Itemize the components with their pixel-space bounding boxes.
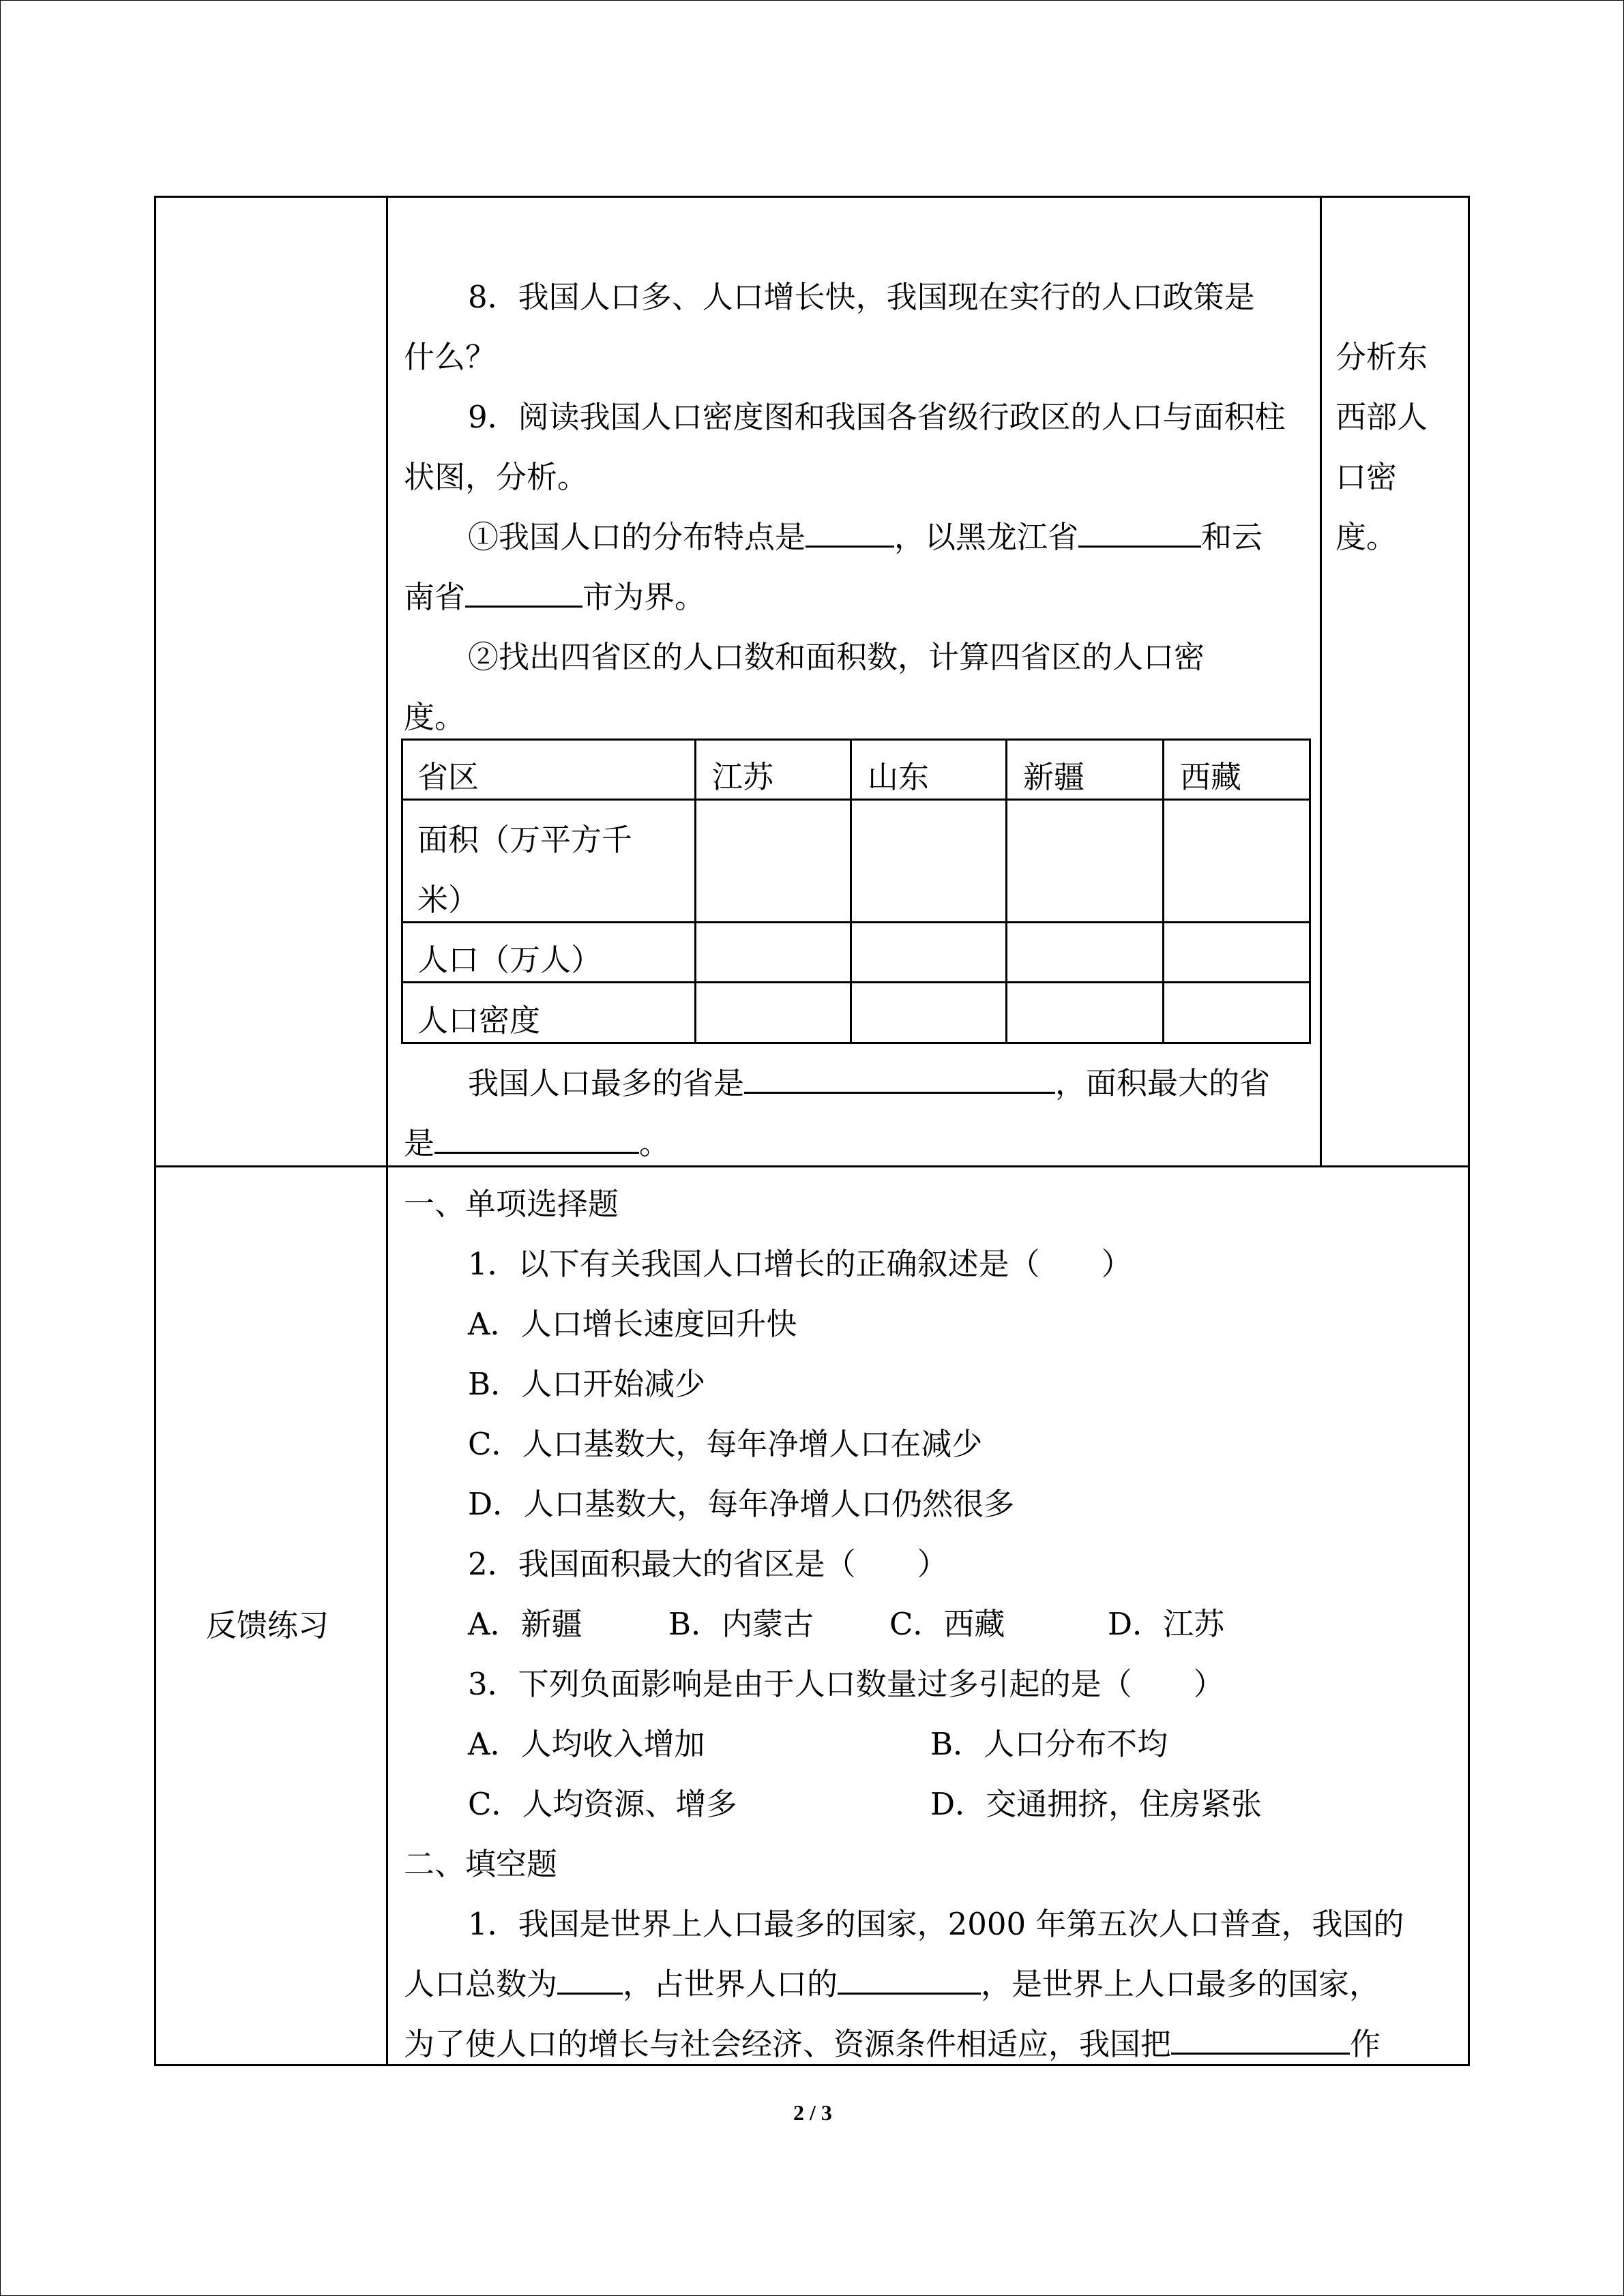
fill-1-line1: 1．我国是世界上人口最多的国家，2000 年第五次人口普查，我国的	[468, 1906, 1404, 1942]
option-1d: D．人口基数大，每年净增人口仍然很多	[468, 1486, 1015, 1522]
header-province: 省区	[417, 759, 479, 795]
note-line: 西部人	[1335, 399, 1428, 435]
q8-line1: 8．我国人口多、人口增长快，我国现在实行的人口政策是	[468, 279, 1255, 315]
section-heading-1: 一、单项选择题	[404, 1186, 619, 1222]
q9b-line1: ②找出四省区的人口数和面积数，计算四省区的人口密	[468, 639, 1205, 675]
table-left-border	[154, 196, 156, 2066]
question-3: 3．下列负面影响是由于人口数量过多引起的是（ ）	[468, 1666, 1224, 1702]
most2-text-2: 。	[639, 1125, 670, 1161]
option-3b: B．人口分布不均	[930, 1726, 1168, 1762]
note-line: 口密	[1335, 459, 1398, 495]
col-divider-2	[1320, 196, 1322, 1167]
row-label-area-2: 米）	[417, 882, 479, 918]
header-jiangsu: 江苏	[712, 759, 774, 795]
inner-col-line	[401, 739, 403, 1044]
most-line1	[468, 1054, 1270, 1114]
row-label-population: 人口（万人）	[417, 942, 602, 978]
most-text-1: 我国人口最多的省是	[468, 1065, 745, 1101]
option-2a: A．新疆	[468, 1606, 582, 1642]
q9a-line1	[468, 507, 1263, 567]
q8-line2: 什么？	[404, 339, 497, 375]
option-2d: D．江苏	[1108, 1606, 1225, 1642]
most-line2	[404, 1114, 670, 1174]
option-2c: C．西藏	[889, 1606, 1005, 1642]
f1-text-4: 为了使人口的增长与社会经济、资源条件相适应，我国把	[404, 2026, 1172, 2062]
q9a-text-3: 和云	[1201, 519, 1263, 555]
option-1c: C．人口基数大，每年净增人口在减少	[468, 1426, 983, 1462]
answer-blank[interactable]	[744, 1062, 1055, 1094]
header-xizang: 西藏	[1180, 759, 1242, 795]
q9a2-text-1: 南省	[404, 579, 466, 615]
answer-blank[interactable]	[838, 1963, 981, 1995]
note-line: 分析东	[1335, 339, 1428, 375]
option-1a: A．人口增长速度回升快	[468, 1306, 797, 1342]
answer-blank[interactable]	[1078, 516, 1201, 548]
header-xinjiang: 新疆	[1023, 759, 1085, 795]
answer-blank[interactable]	[806, 516, 894, 548]
page-number: 2 / 3	[793, 2100, 832, 2125]
f1-text-5: 作	[1350, 2026, 1381, 2062]
inner-col-line	[1162, 739, 1164, 1044]
inner-col-line	[1005, 739, 1007, 1044]
q9a-line2	[404, 567, 705, 627]
header-shandong: 山东	[868, 759, 930, 795]
question-1: 1．以下有关我国人口增长的正确叙述是（ ）	[468, 1246, 1132, 1282]
f1-text-2: ，占世界人口的	[623, 1966, 838, 2002]
q9-line2: 状图，分析。	[404, 459, 589, 495]
table-right-border	[1468, 196, 1470, 2066]
inner-row-line	[401, 981, 1311, 983]
row-label-density: 人口密度	[417, 1002, 541, 1039]
lesson-table	[154, 196, 1470, 2066]
question-2: 2．我国面积最大的省区是（ ）	[468, 1546, 948, 1582]
answer-blank[interactable]	[1171, 2023, 1350, 2055]
inner-row-line	[401, 921, 1311, 923]
table-top-border	[154, 196, 1470, 198]
q9a2-text-2: 市为界。	[582, 579, 706, 615]
option-2b: B．内蒙古	[668, 1606, 814, 1642]
row-label-area-1: 面积（万平方千	[417, 822, 633, 858]
most2-text-1: 是	[404, 1125, 435, 1161]
f1-text-3: ，是世界上人口最多的国家，	[981, 1966, 1381, 2002]
note-line: 度。	[1335, 519, 1398, 555]
most-text-2: ，面积最大的省	[1055, 1065, 1271, 1101]
q9b-line2: 度。	[404, 699, 466, 735]
inner-bottom	[401, 1042, 1311, 1044]
section-heading-2: 二、填空题	[404, 1846, 558, 1882]
option-3a: A．人均收入增加	[468, 1726, 705, 1762]
inner-row-line	[401, 799, 1311, 801]
option-3c: C．人均资源、增多	[468, 1786, 737, 1822]
answer-blank[interactable]	[557, 1963, 623, 1995]
fill-1-line2	[404, 1954, 1380, 2014]
q9a-text-1: ①我国人口的分布特点是	[468, 519, 806, 555]
section-label-feedback: 反馈练习	[206, 1607, 329, 1643]
row-divider	[154, 1165, 1470, 1167]
inner-col-line	[694, 739, 696, 1044]
answer-blank[interactable]	[434, 1122, 639, 1154]
q9a-text-2: ，以黑龙江省	[894, 519, 1079, 555]
col-divider-1	[386, 196, 388, 2066]
option-3d: D．交通拥挤，住房紧张	[930, 1786, 1263, 1822]
province-table	[401, 739, 1311, 1044]
f1-text-1: 人口总数为	[404, 1966, 558, 2002]
option-1b: B．人口开始减少	[468, 1366, 706, 1402]
inner-top	[401, 739, 1311, 741]
fill-1-line3	[404, 2014, 1381, 2074]
inner-col-line	[1309, 739, 1311, 1044]
inner-col-line	[850, 739, 852, 1044]
answer-blank[interactable]	[465, 576, 582, 608]
q9-line1: 9．阅读我国人口密度图和我国各省级行政区的人口与面积柱	[468, 399, 1286, 435]
